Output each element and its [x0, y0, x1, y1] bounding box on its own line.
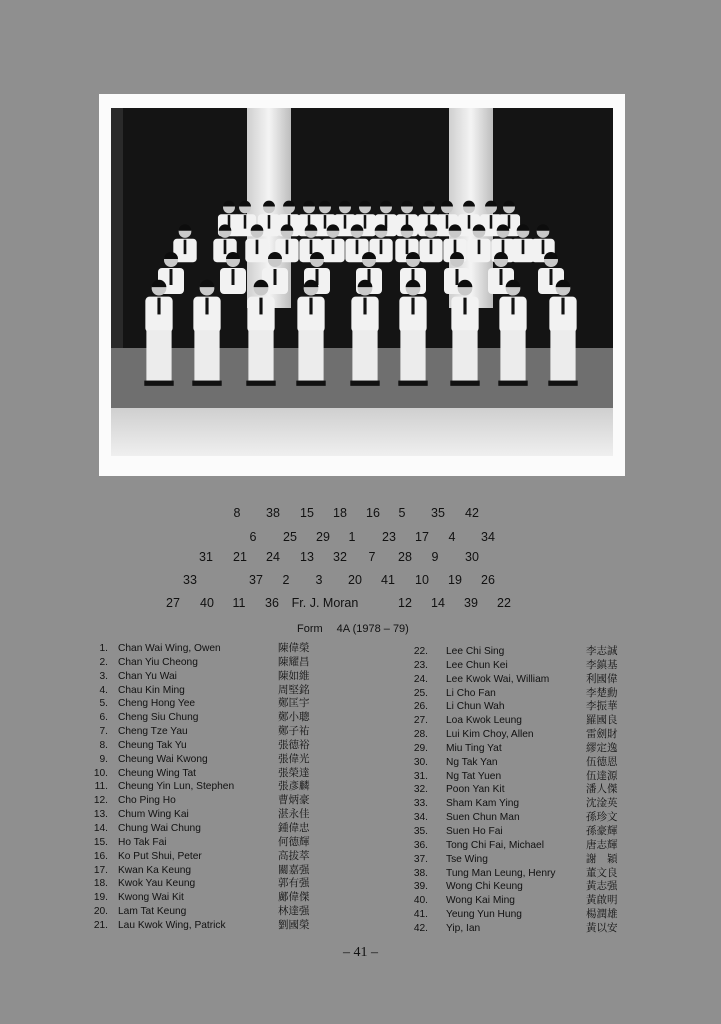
student-name: Lau Kwok Wing, Patrick: [118, 919, 226, 931]
key-number: 14: [431, 596, 445, 610]
student-chinese-name: 鍾偉忠: [278, 821, 310, 834]
student-chinese-name: 潘人傑: [586, 783, 618, 796]
student-chinese-name: 孫豪輝: [586, 824, 618, 837]
student-chinese-name: 李鎮基: [586, 658, 618, 671]
student-name: Yeung Yun Hung: [446, 909, 522, 921]
key-number: 35: [431, 506, 445, 520]
key-number: 29: [316, 530, 330, 544]
roster-entry: [408, 825, 708, 839]
roster-entry: [408, 811, 708, 825]
roster-number: 1.: [99, 643, 108, 654]
student-chinese-name: 高拔萃: [278, 849, 310, 862]
key-number: 20: [348, 573, 362, 587]
roster-number: 13.: [93, 809, 108, 821]
roster-entry: [408, 770, 708, 784]
roster-entry: [95, 697, 395, 711]
roster-number: 24.: [413, 673, 428, 685]
roster-number: 10.: [93, 767, 108, 779]
roster-entry: [95, 670, 395, 684]
student-name: Lee Kwok Wai, William: [446, 673, 550, 685]
key-number: 28: [398, 550, 412, 564]
roster-number: 18.: [93, 878, 108, 890]
roster-entry: [95, 850, 395, 864]
student-name: Tong Chi Fai, Michael: [446, 839, 544, 851]
student-chinese-name: 李志誠: [586, 645, 618, 657]
student-chinese-name: 黃啟明: [586, 894, 618, 907]
roster-number: 12.: [93, 795, 108, 807]
form-class: 4A (1978 – 79): [336, 623, 409, 635]
student-chinese-name: 沈淦英: [586, 797, 618, 810]
key-number: 13: [300, 550, 314, 564]
student-chinese-name: 鄭匡宇: [278, 697, 310, 710]
key-number: 39: [464, 596, 478, 610]
roster-number: 36.: [413, 839, 428, 851]
class-photo-image: [111, 108, 613, 456]
student-name: Chan Yu Wai: [118, 670, 177, 682]
student-name: Yip, Ian: [446, 922, 481, 934]
key-number: 9: [431, 550, 439, 564]
student-chinese-name: 陳偉榮: [278, 642, 310, 654]
student-name: Tse Wing: [446, 853, 488, 865]
student-name: Miu Ting Yat: [446, 742, 502, 754]
roster-entry: [95, 725, 395, 739]
roster-number: 41.: [413, 909, 428, 921]
key-number: 25: [283, 530, 297, 544]
student-chinese-name: 雷劍財: [586, 728, 618, 741]
student-name: Cheung Yin Lun, Stephen: [118, 781, 235, 793]
student-name: Sham Kam Ying: [446, 798, 520, 810]
student-name: Lee Chi Sing: [446, 646, 505, 657]
roster-number: 19.: [93, 892, 108, 904]
student-chinese-name: 黃以安: [586, 921, 618, 934]
roster-entry: [408, 867, 708, 881]
roster-number: 34.: [413, 812, 428, 824]
roster-entry: [95, 656, 395, 670]
roster-number: 3.: [99, 670, 108, 682]
student-name: Cho Ping Ho: [118, 795, 176, 807]
roster-number: 40.: [413, 895, 428, 907]
key-number: 23: [382, 530, 396, 544]
student-chinese-name: 唐志輝: [586, 838, 618, 851]
roster-entry: [95, 905, 395, 919]
key-number: 15: [300, 506, 314, 520]
roster-entry: [95, 642, 395, 656]
roster-number: 28.: [413, 729, 428, 741]
student-chinese-name: 楊潤雄: [586, 908, 618, 921]
student-chinese-name: 劉國榮: [278, 918, 310, 931]
student-name: Cheung Wing Tat: [118, 767, 196, 779]
roster-entry: [408, 908, 708, 922]
key-number: 17: [415, 530, 429, 544]
student-chinese-name: 伍達源: [586, 769, 618, 782]
student-chinese-name: 陳耀昌: [278, 655, 310, 668]
student-name: Suen Ho Fai: [446, 825, 503, 837]
roster-entry: [408, 839, 708, 853]
roster-number: 39.: [413, 881, 428, 893]
key-number: 21: [233, 550, 247, 564]
student-chinese-name: 鄭子祐: [278, 725, 310, 738]
student-name: Wong Kai Ming: [446, 895, 515, 907]
student-name: Cheng Siu Chung: [118, 712, 199, 724]
key-number: 1: [348, 530, 356, 544]
roster-entry: [95, 891, 395, 905]
roster-entry: [95, 919, 395, 933]
student-name: Cheung Tak Yu: [118, 739, 187, 751]
key-number: 11: [232, 596, 246, 610]
student-chinese-name: 李振華: [586, 700, 618, 713]
roster-number: 30.: [413, 756, 428, 768]
student-chinese-name: 曹炳豪: [278, 794, 310, 807]
student-name: Ng Tak Yan: [446, 756, 498, 768]
roster-entry: [408, 797, 708, 811]
key-number: 3: [315, 573, 323, 587]
key-number: 2: [282, 573, 290, 587]
student-name: Cheng Hong Yee: [118, 698, 196, 710]
student-chinese-name: 黃志强: [586, 880, 618, 893]
student-name: Ho Tak Fai: [118, 836, 167, 848]
roster-number: 15.: [93, 836, 108, 848]
roster-entry: [95, 808, 395, 822]
student-name: Ng Tat Yuen: [446, 770, 502, 782]
class-photo-frame: [99, 94, 625, 476]
roster-number: 31.: [413, 770, 428, 782]
roster-entry: [408, 700, 708, 714]
key-number: 7: [368, 550, 376, 564]
roster-entry: [408, 742, 708, 756]
roster-entry: [408, 756, 708, 770]
roster-entry: [408, 853, 708, 867]
key-number: 31: [199, 550, 213, 564]
roster-number: 27.: [413, 715, 428, 727]
key-number: 12: [398, 596, 412, 610]
roster-entry: [408, 659, 708, 673]
student-chinese-name: 孫珍文: [586, 811, 618, 824]
student-name: Wong Chi Keung: [446, 881, 523, 893]
student-chinese-name: 利國偉: [586, 672, 618, 685]
roster-number: 32.: [413, 784, 428, 796]
student-name: Chan Wai Wing, Owen: [118, 643, 221, 654]
key-number: 33: [183, 573, 197, 587]
student-name: Chau Kin Ming: [118, 684, 185, 696]
roster-number: 23.: [413, 659, 428, 671]
key-number: 19: [448, 573, 462, 587]
roster-entry: [95, 767, 395, 781]
student-name: Cheng Tze Yau: [118, 726, 188, 738]
key-number: 34: [481, 530, 495, 544]
roster-number: 11.: [94, 781, 108, 793]
key-number: 38: [266, 506, 280, 520]
roster-number: 29.: [413, 742, 428, 754]
student-chinese-name: 張偉光: [278, 752, 310, 765]
roster-entry: [408, 687, 708, 701]
roster-left: [95, 642, 395, 933]
roster-entry: [408, 728, 708, 742]
roster-entry: [95, 739, 395, 753]
student-name: Suen Chun Man: [446, 812, 520, 824]
student-chinese-name: 林達强: [278, 905, 310, 918]
roster-number: 14.: [93, 822, 108, 834]
student-name: Lee Chun Kei: [446, 659, 508, 671]
roster-entry: [95, 836, 395, 850]
roster-number: 16.: [93, 850, 108, 862]
student-chinese-name: 張德裕: [278, 738, 310, 751]
key-number: 22: [497, 596, 511, 610]
roster-entry: [408, 714, 708, 728]
key-number: 27: [166, 596, 180, 610]
form-label: Form: [297, 623, 323, 635]
student-chinese-name: 李楚勳: [586, 686, 618, 699]
student-name: Loa Kwok Leung: [446, 715, 522, 727]
key-number: 36: [265, 596, 279, 610]
roster-number: 7.: [99, 726, 108, 738]
student-chinese-name: 張榮達: [278, 766, 310, 779]
key-number: 42: [465, 506, 479, 520]
page-number: – 41 –: [343, 945, 378, 960]
student-chinese-name: 董文良: [586, 866, 618, 879]
student-name: Chum Wing Kai: [118, 809, 189, 821]
student-name: Lam Tat Keung: [118, 906, 187, 918]
roster-entry: [95, 822, 395, 836]
roster-entry: [95, 711, 395, 725]
student-name: Chung Wai Chung: [118, 822, 201, 834]
roster-number: 2.: [99, 656, 108, 668]
roster-number: 42.: [413, 922, 428, 934]
student-name: Kwong Wai Kit: [118, 892, 184, 904]
student-name: Lui Kim Choy, Allen: [446, 729, 534, 741]
student-chinese-name: 何德輝: [278, 835, 310, 848]
student-name: Li Cho Fan: [446, 687, 496, 699]
key-number: 30: [465, 550, 479, 564]
roster-number: 6.: [99, 712, 108, 724]
key-number: 40: [200, 596, 214, 610]
key-number: 6: [249, 530, 257, 544]
student-chinese-name: 周堅銘: [278, 683, 310, 696]
roster-entry: [408, 783, 708, 797]
student-name: Ko Put Shui, Peter: [118, 850, 202, 862]
roster-number: 37.: [413, 853, 428, 865]
student-chinese-name: 湛永佳: [278, 808, 310, 821]
roster-entry: [408, 894, 708, 908]
key-number: 41: [381, 573, 395, 587]
roster-number: 5.: [99, 698, 108, 710]
student-name: Chan Yiu Cheong: [118, 656, 198, 668]
student-chinese-name: 陳如維: [278, 669, 310, 682]
roster-entry: [95, 794, 395, 808]
roster-entry: [408, 645, 708, 659]
roster-entry: [408, 922, 708, 936]
student-chinese-name: 鄺偉傑: [278, 891, 310, 904]
student-name: Li Chun Wah: [446, 701, 505, 713]
roster-number: 38.: [413, 867, 428, 879]
student-chinese-name: 鄭小聰: [278, 711, 310, 724]
key-number: 8: [233, 506, 241, 520]
roster-number: 33.: [413, 798, 428, 810]
student-name: Tung Man Leung, Henry: [446, 867, 556, 879]
roster-number: 17.: [93, 864, 108, 876]
student-name: Kwok Yau Keung: [118, 878, 196, 890]
roster-number: 4.: [99, 684, 108, 696]
student-chinese-name: 伍德恩: [586, 755, 618, 768]
roster-entry: [95, 780, 395, 794]
key-number: 16: [366, 506, 380, 520]
student-chinese-name: 羅國良: [586, 714, 618, 727]
key-number: 4: [448, 530, 456, 544]
roster-entry: [408, 673, 708, 687]
student-chinese-name: 繆定逸: [586, 741, 618, 754]
roster-number: 21.: [93, 919, 108, 931]
student-name: Poon Yan Kit: [446, 784, 505, 796]
roster-number: 26.: [413, 701, 428, 713]
roster-entry: [408, 880, 708, 894]
key-number: 24: [266, 550, 280, 564]
student-chinese-name: 張彥麟: [278, 780, 310, 793]
key-number: 37: [249, 573, 263, 587]
student-chinese-name: 郭有强: [278, 877, 310, 890]
student-chinese-name: 關嘉强: [278, 863, 310, 876]
roster-number: 9.: [99, 753, 108, 765]
roster-number: 22.: [413, 646, 428, 657]
key-number: 32: [333, 550, 347, 564]
form-title: [297, 623, 409, 635]
roster-number: 25.: [413, 687, 428, 699]
class-photo: [111, 108, 613, 456]
student-chinese-name: 謝 穎: [586, 852, 618, 865]
student-name: Kwan Ka Keung: [118, 864, 192, 876]
roster-right: [408, 645, 708, 936]
key-number: 26: [481, 573, 495, 587]
roster-number: 20.: [93, 906, 108, 918]
key-number: 10: [415, 573, 429, 587]
roster-number: 8.: [99, 739, 108, 751]
student-name: Cheung Wai Kwong: [118, 753, 208, 765]
roster-entry: [95, 684, 395, 698]
roster-entry: [95, 864, 395, 878]
roster-entry: [95, 877, 395, 891]
roster-number: 35.: [413, 825, 428, 837]
key-number: 18: [333, 506, 347, 520]
roster-entry: [95, 753, 395, 767]
key-number: Fr. J. Moran: [291, 596, 359, 610]
key-number: 5: [398, 506, 406, 520]
